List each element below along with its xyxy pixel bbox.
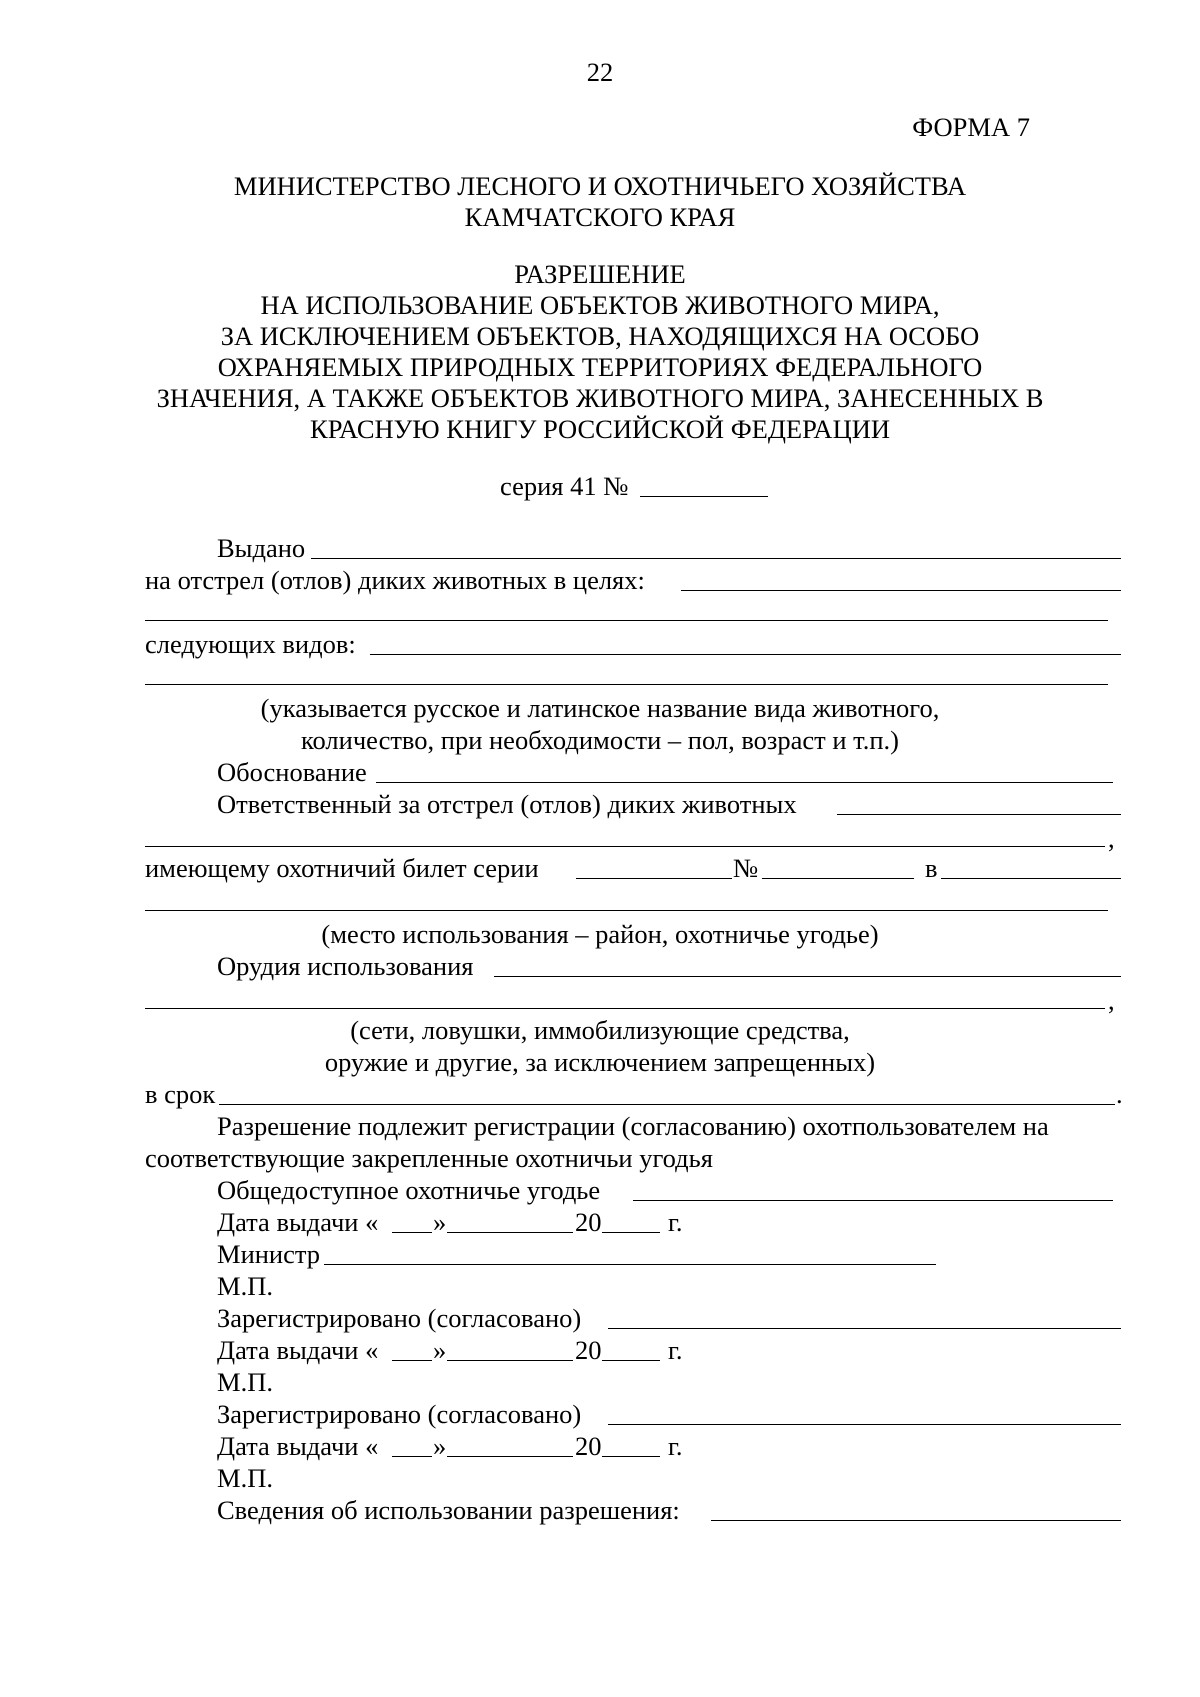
public-ground-label: Общедоступное охотничье угодье	[217, 1175, 601, 1205]
ticket-label: имеющему охотничий билет серии	[145, 853, 539, 883]
purpose-label: на отстрел (отлов) диких животных в целях:	[145, 565, 645, 595]
issue-date-day-field-3[interactable]	[392, 1456, 432, 1457]
issue-date-quote-1: »	[433, 1207, 447, 1237]
issue-date-quote-3: »	[433, 1431, 447, 1461]
justification-field[interactable]	[376, 782, 1113, 783]
public-ground-field[interactable]	[633, 1200, 1113, 1201]
ticket-place-field[interactable]	[941, 878, 1121, 879]
series-number-field[interactable]	[640, 496, 768, 497]
title-line-1: РАЗРЕШЕНИЕ	[514, 259, 686, 289]
responsible-field[interactable]	[837, 814, 1121, 815]
term-period: .	[1116, 1079, 1123, 1109]
registered-label-1: Зарегистрировано (согласовано)	[217, 1303, 582, 1333]
tools-field[interactable]	[494, 976, 1121, 977]
minister-label: Министр	[217, 1239, 321, 1269]
ministry-line-1: МИНИСТЕРСТВО ЛЕСНОГО И ОХОТНИЧЬЕГО ХОЗЯЙСТВА	[233, 171, 967, 201]
issue-date-year-prefix-1: 20	[575, 1207, 602, 1237]
usage-info-field[interactable]	[711, 1520, 1121, 1521]
term-label: в срок	[145, 1079, 216, 1109]
issue-date-day-field-2[interactable]	[392, 1360, 432, 1361]
place-field[interactable]	[145, 910, 1108, 911]
tools-field-line-2[interactable]	[145, 1008, 1105, 1009]
registered-label-2: Зарегистрировано (согласовано)	[217, 1399, 582, 1429]
stamp-label-3: М.П.	[217, 1463, 273, 1493]
species-label: следующих видов:	[145, 629, 356, 659]
issue-date-month-field-1[interactable]	[447, 1232, 573, 1233]
title-line-4: ОХРАНЯЕМЫХ ПРИРОДНЫХ ТЕРРИТОРИЯХ ФЕДЕРАЛЬНОГО	[217, 352, 983, 382]
stamp-label-2: М.П.	[217, 1367, 273, 1397]
ticket-in-label: в	[925, 853, 938, 883]
issue-date-label-1: Дата выдачи «	[217, 1207, 379, 1237]
tools-hint-2: оружие и другие, за исключением запрещенных)	[324, 1047, 876, 1077]
issue-date-day-field-1[interactable]	[392, 1232, 432, 1233]
issued-to-field[interactable]	[311, 558, 1121, 559]
purpose-field[interactable]	[681, 590, 1121, 591]
responsible-comma: ,	[1108, 823, 1115, 853]
tools-label: Орудия использования	[217, 951, 474, 981]
usage-info-label: Сведения об использовании разрешения:	[217, 1495, 680, 1525]
issue-date-year-suffix-1: г.	[668, 1207, 683, 1237]
issue-date-year-field-3[interactable]	[602, 1456, 660, 1457]
ministry-line-2: КАМЧАТСКОГО КРАЯ	[464, 202, 736, 232]
species-field[interactable]	[370, 654, 1121, 655]
registered-field-1[interactable]	[608, 1328, 1121, 1329]
responsible-field-line-2[interactable]	[145, 846, 1105, 847]
species-hint-1: (указывается русское и латинское название вида животного,	[260, 693, 940, 723]
issue-date-year-prefix-3: 20	[575, 1431, 602, 1461]
title-line-5: ЗНАЧЕНИЯ, А ТАКЖЕ ОБЪЕКТОВ ЖИВОТНОГО МИРА, ЗАНЕСЕННЫХ В	[156, 383, 1044, 413]
ticket-series-field[interactable]	[576, 878, 732, 879]
issue-date-quote-2: »	[433, 1335, 447, 1365]
issue-date-year-prefix-2: 20	[575, 1335, 602, 1365]
responsible-label: Ответственный за отстрел (отлов) диких животных	[217, 789, 797, 819]
stamp-label-1: М.П.	[217, 1271, 273, 1301]
minister-field[interactable]	[324, 1264, 936, 1265]
issue-date-year-suffix-3: г.	[668, 1431, 683, 1461]
issue-date-year-field-1[interactable]	[602, 1232, 660, 1233]
title-line-6: КРАСНУЮ КНИГУ РОССИЙСКОЙ ФЕДЕРАЦИИ	[310, 414, 890, 444]
issue-date-month-field-2[interactable]	[447, 1360, 573, 1361]
issue-date-year-field-2[interactable]	[602, 1360, 660, 1361]
issue-date-label-2: Дата выдачи «	[217, 1335, 379, 1365]
issue-date-month-field-3[interactable]	[447, 1456, 573, 1457]
issued-to-label: Выдано	[217, 533, 306, 563]
place-hint: (место использования – район, охотничье угодье)	[321, 919, 879, 949]
series-label: серия 41 №	[500, 471, 629, 501]
ticket-number-label: №	[733, 853, 759, 883]
ticket-number-field[interactable]	[762, 878, 914, 879]
form-label: ФОРМА 7	[912, 112, 1030, 142]
tools-comma: ,	[1108, 985, 1115, 1015]
term-field[interactable]	[219, 1104, 1115, 1105]
justification-label: Обоснование	[217, 757, 367, 787]
species-hint-2: количество, при необходимости – пол, возраст и т.п.)	[301, 725, 899, 755]
issue-date-year-suffix-2: г.	[668, 1335, 683, 1365]
registration-text-1: Разрешение подлежит регистрации (согласованию) охотпользователем на	[217, 1111, 1049, 1141]
registered-field-2[interactable]	[608, 1424, 1121, 1425]
registration-text-2: соответствующие закрепленные охотничьи угодья	[145, 1143, 713, 1173]
page-number: 22	[586, 57, 614, 87]
species-field-line-2[interactable]	[145, 684, 1108, 685]
title-line-2: НА ИСПОЛЬЗОВАНИЕ ОБЪЕКТОВ ЖИВОТНОГО МИРА,	[260, 290, 940, 320]
tools-hint-1: (сети, ловушки, иммобилизующие средства,	[350, 1015, 850, 1045]
issue-date-label-3: Дата выдачи «	[217, 1431, 379, 1461]
purpose-field-line-2[interactable]	[145, 620, 1108, 621]
title-line-3: ЗА ИСКЛЮЧЕНИЕМ ОБЪЕКТОВ, НАХОДЯЩИХСЯ НА ОСОБО	[220, 321, 980, 351]
